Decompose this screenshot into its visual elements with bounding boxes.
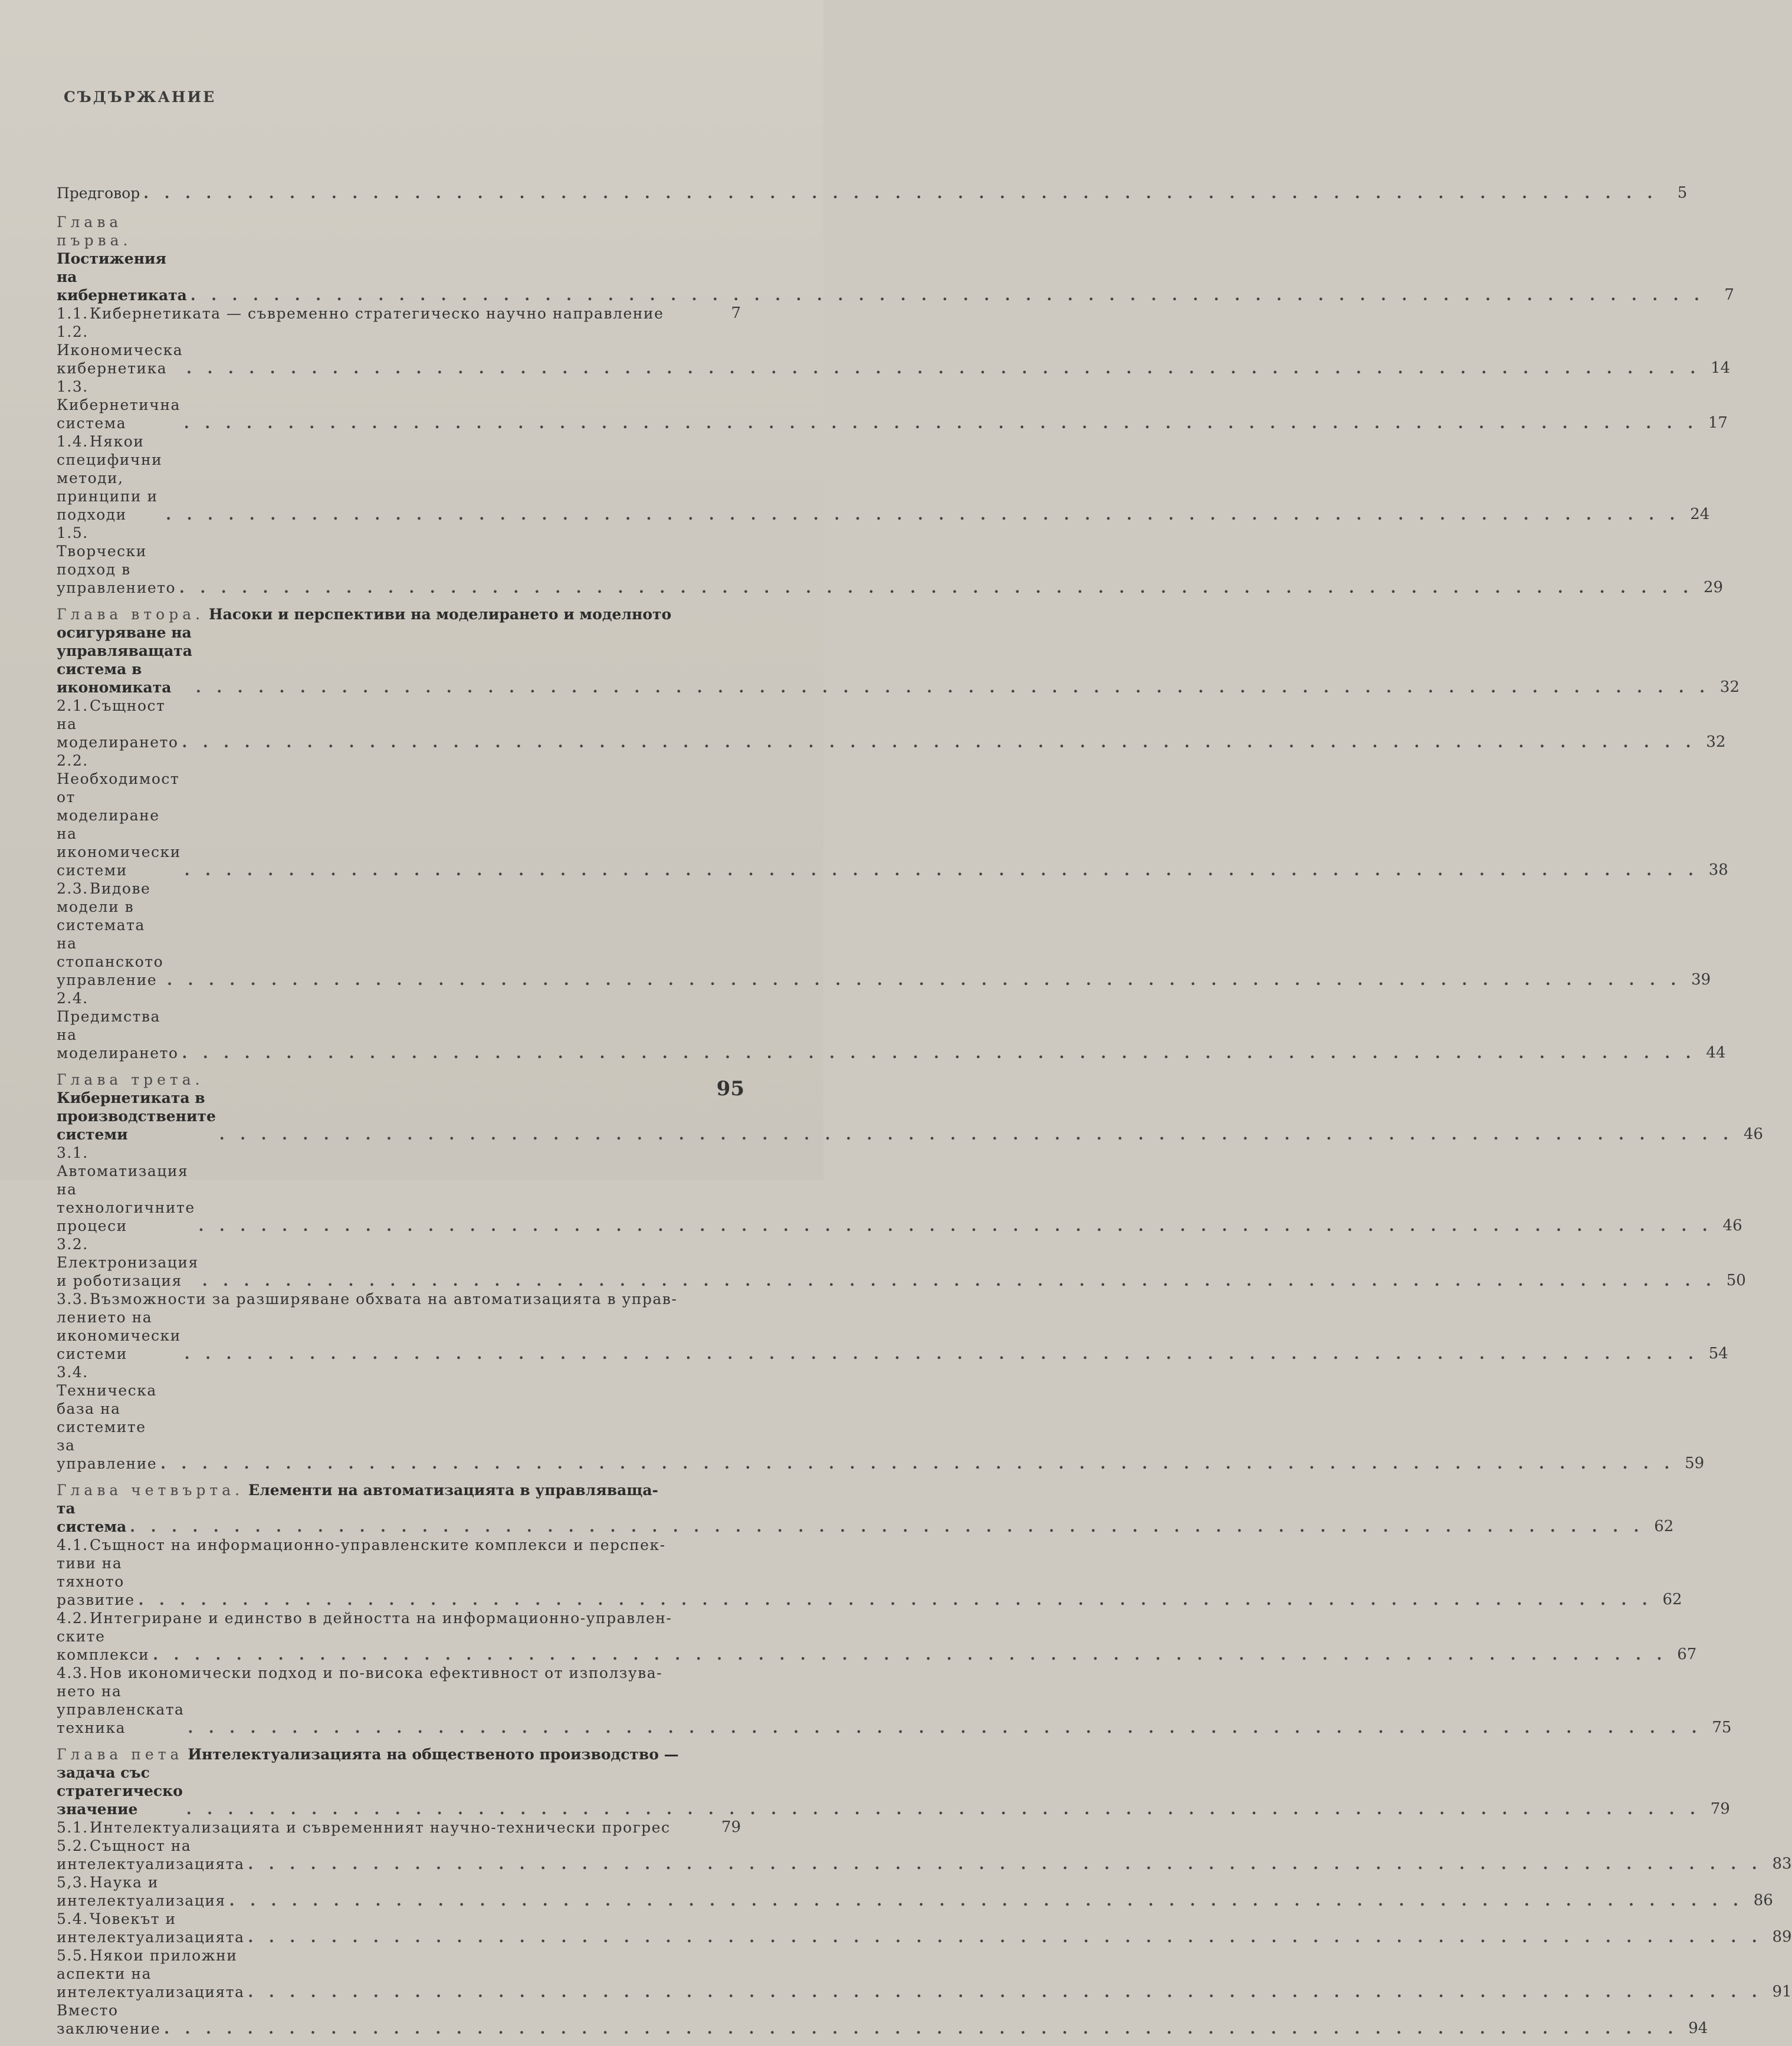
table-of-contents — [57, 184, 1792, 2046]
toc-entry — [57, 524, 1724, 597]
section-number: 1.2. — [57, 323, 88, 340]
dot-leader: . . . . . . . . . . . . . . . . . . . . . . . . . . . . . . . . . . . . . . . . . . . . . . . . . . . . . . . . . . . . . . . . . . . . . . . . . — [195, 679, 1710, 696]
section-number: 2.1. — [57, 697, 88, 714]
toc-entry — [57, 432, 1710, 524]
section-title: Интегриране и единство в дейността на информационно-управлен- — [90, 1610, 672, 1627]
section-title: Някои специфични методи, принципи и подходи — [57, 433, 163, 523]
chapter-heading-line-1 — [57, 1481, 741, 1499]
dot-leader: . . . . . . . . . . . . . . . . . . . . . . . . . . . . . . . . . . . . . . . . . . . . . . . . . . . . . . . . . . . . . . . . . . . . . . . . . — [130, 1518, 1645, 1535]
dot-leader: . . . . . . . . . . . . . . . . . . . . . . . . . . . . . . . . . . . . . . . . . . . . . . . . . . . . . . . . . . . . . . . . . . . . . . . . . — [186, 360, 1701, 377]
section-number: 5.2. — [57, 1837, 88, 1854]
dot-leader: . . . . . . . . . . . . . . . . . . . . . . . . . . . . . . . . . . . . . . . . . . . . . . . . . . . . . . . . . . . . . . . . . . . . . . . . . — [219, 1126, 1734, 1143]
entry-page-number: 38 — [1708, 861, 1728, 879]
section-title: Електронизация и роботизация — [57, 1254, 199, 1289]
toc-entry — [57, 1818, 741, 1837]
section-number: 3.2. — [57, 1236, 88, 1253]
dot-leader: . . . . . . . . . . . . . . . . . . . . . . . . . . . . . . . . . . . . . . . . . . . . . . . . . . . . . . . . . . . . . . . . . . . . . . . . . — [184, 1345, 1699, 1362]
chapter-label: Глава трета. — [57, 1071, 204, 1088]
chapter-heading-line-1 — [57, 605, 741, 623]
section-title: Интелектуализацията и съвременният научно-технически прогрес — [90, 1819, 671, 1836]
section-title: Видове модели в системата на стопанското управление — [57, 880, 164, 988]
chapter-label: Глава първа. — [57, 214, 132, 249]
chapter-title: Интелектуализацията на общественото производство — — [188, 1746, 679, 1763]
chapter-4 — [57, 1481, 1732, 1737]
toc-entry — [57, 1946, 1792, 2001]
section-number: 1.1. — [57, 305, 88, 322]
entry-page-number: 83 — [1772, 1855, 1792, 1873]
dot-leader: . . . . . . . . . . . . . . . . . . . . . . . . . . . . . . . . . . . . . . . . . . . . . . . . . . . . . . . . . . . . . . . . . . . . . . . . . — [188, 1719, 1702, 1736]
entry-page-number: 75 — [1712, 1719, 1732, 1736]
dot-leader: . . . . . . . . . . . . . . . . . . . . . . . . . . . . . . . . . . . . . . . . . . . . . . . . . . . . . . . . . . . . . . . . . . . . . . . . . — [190, 287, 1705, 304]
toc-entry — [57, 1363, 1705, 1473]
entry-page-number: 39 — [1691, 971, 1711, 988]
toc-entry — [57, 751, 1728, 879]
section-title: Необходимост от моделиране на икономически системи — [57, 770, 181, 879]
entry-page-number: 32 — [1706, 733, 1726, 751]
section-title-continued: лението на икономически системи — [57, 1309, 181, 1362]
section-title: Някои приложни аспекти на интелектуализацията — [57, 1947, 245, 2001]
chapter-title: Насоки и перспективи на моделирането и моделното — [209, 606, 672, 623]
section-title: Творчески подход в управлението — [57, 543, 176, 596]
section-number: 5.4. — [57, 1910, 88, 1927]
section-number: 4.1. — [57, 1536, 88, 1554]
dot-leader: . . . . . . . . . . . . . . . . . . . . . . . . . . . . . . . . . . . . . . . . . . . . . . . . . . . . . . . . . . . . . . . . . . . . . . . . . — [179, 579, 1694, 596]
section-number: 3.1. — [57, 1144, 88, 1161]
section-title: Наука и интелектуализация — [57, 1874, 226, 1909]
chapter-title-continued: задача със стратегическо значение — [57, 1764, 183, 1818]
toc-entry-line-2 — [57, 1627, 1697, 1664]
chapter-title: Постижения на кибернетиката — [57, 250, 187, 304]
entry-page-number: 89 — [1772, 1928, 1792, 1946]
toc-entry — [57, 323, 1731, 377]
entry-page-number: 24 — [1690, 505, 1710, 523]
toc-entry — [57, 989, 1726, 1062]
dot-leader: . . . . . . . . . . . . . . . . . . . . . . . . . . . . . . . . . . . . . . . . . . . . . . . . . . . . . . . . . . . . . . . . . . . . . . . . . — [202, 1272, 1716, 1289]
chapter-heading-line-2 — [57, 1763, 1730, 1818]
entry-page-number: 14 — [1711, 359, 1731, 377]
section-title: Кибернетиката — съвременно стратегическо научно направление — [90, 305, 664, 322]
chapter-heading — [57, 1070, 1763, 1144]
chapter-1 — [57, 213, 1734, 597]
chapter-title: Елементи на автоматизацията в управляваща- — [248, 1482, 658, 1499]
section-title: Същност на моделирането — [57, 697, 179, 751]
section-title: Същност на интелектуализацията — [57, 1837, 245, 1873]
entry-page-number: 50 — [1726, 1272, 1746, 1289]
toc-entry — [57, 1144, 1742, 1235]
chapter-3 — [57, 1070, 1763, 1473]
dot-leader: . . . . . . . . . . . . . . . . . . . . . . . . . . . . . . . . . . . . . . . . . . . . . . . . . . . . . . . . . . . . . . . . . . . . . . . . . — [248, 1929, 1763, 1946]
section-number: 1.4. — [57, 433, 88, 450]
entry-page-number: 59 — [1685, 1454, 1705, 1472]
chapter-title-continued: осигуряване на управляващата система в икономиката — [57, 624, 192, 696]
section-number: 5,3. — [57, 1874, 88, 1891]
toc-entry — [57, 1837, 1792, 1873]
dot-leader: . . . . . . . . . . . . . . . . . . . . . . . . . . . . . . . . . . . . . . . . . . . . . . . . . . . . . . . . . . . . . . . . . . . . . . . . . — [198, 1217, 1713, 1234]
entry-page-number: 94 — [1688, 2019, 1708, 2037]
toc-entry-preface — [57, 184, 1688, 202]
entry-page-number: 44 — [1706, 1044, 1726, 1062]
section-title: Автоматизация на технологичните процеси — [57, 1162, 195, 1234]
toc-entry — [57, 697, 1726, 751]
dot-leader: . . . . . . . . . . . . . . . . . . . . . . . . . . . . . . . . . . . . . . . . . . . . . . . . . . . . . . . . . . . . . . . . . . . . . . . . . — [248, 1855, 1763, 1873]
section-title: Предимства на моделирането — [57, 1008, 179, 1062]
section-number: 2.4. — [57, 990, 88, 1007]
toc-entry-line-1 — [57, 1664, 741, 1682]
section-title: Кибернетична система — [57, 396, 180, 432]
toc-title: СЪДЪРЖАНИЕ — [64, 88, 216, 106]
dot-leader: . . . . . . . . . . . . . . . . . . . . . . . . . . . . . . . . . . . . . . . . . . . . . . . . . . . . . . . . . . . . . . . . . . . . . . . . . — [164, 2020, 1679, 2037]
entry-page-number: 7 — [731, 304, 741, 322]
entry-page-number: 32 — [1719, 678, 1740, 696]
section-title-continued: ските комплекси — [57, 1628, 150, 1663]
toc-entry — [57, 304, 741, 323]
entry-page-number: 5 — [1677, 184, 1688, 202]
dot-leader: . . . . . . . . . . . . . . . . . . . . . . . . . . . . . . . . . . . . . . . . . . . . . . . . . . . . . . . . . . . . . . . . . . . . . . . . . — [153, 1646, 1668, 1663]
entry-page-number: 54 — [1708, 1345, 1728, 1362]
entry-page-number: 79 — [721, 1818, 741, 1836]
toc-entry — [57, 1873, 1773, 1910]
dot-leader: . . . . . . . . . . . . . . . . . . . . . . . . . . . . . . . . . . . . . . . . . . . . . . . . . . . . . . . . . . . . . . . . . . . . . . . . . — [167, 971, 1682, 988]
toc-entry-line-1 — [57, 1536, 741, 1554]
dot-leader: . . . . . . . . . . . . . . . . . . . . . . . . . . . . . . . . . . . . . . . . . . . . . . . . . . . . . . . . . . . . . . . . . . . . . . . . . — [248, 1983, 1763, 2001]
section-title: Вместо заключение — [57, 2002, 161, 2037]
section-number: 2.3. — [57, 880, 88, 897]
dot-leader: . . . . . . . . . . . . . . . . . . . . . . . . . . . . . . . . . . . . . . . . . . . . . . . . . . . . . . . . . . . . . . . . . . . . . . . . . — [186, 1801, 1701, 1818]
dot-leader: . . . . . . . . . . . . . . . . . . . . . . . . . . . . . . . . . . . . . . . . . . . . . . . . . . . . . . . . . . . . . . . . . . . . . . . . . — [160, 1455, 1675, 1472]
toc-entry — [57, 377, 1728, 432]
section-number: 4.2. — [57, 1610, 88, 1627]
entry-page-number: 62 — [1662, 1591, 1682, 1608]
entry-page-number: 46 — [1743, 1125, 1763, 1143]
toc-entry-line-2 — [57, 1308, 1728, 1363]
section-title: Техническа база на системите за управление — [57, 1382, 157, 1472]
section-title-continued: нето на управленската техника — [57, 1683, 185, 1736]
section-number: 5.5. — [57, 1947, 88, 1964]
entry-page-number: 29 — [1703, 579, 1724, 596]
toc-entry-line-2 — [57, 1682, 1732, 1737]
section-number: 5.1. — [57, 1819, 88, 1836]
dot-leader: . . . . . . . . . . . . . . . . . . . . . . . . . . . . . . . . . . . . . . . . . . . . . . . . . . . . . . . . . . . . . . . . . . . . . . . . . — [229, 1892, 1744, 1909]
section-title: Нов икономически подход и по-висока ефективност от използува- — [90, 1664, 663, 1682]
chapter-heading-line-2 — [57, 623, 1740, 697]
entry-page-number: 79 — [1710, 1800, 1730, 1818]
dot-leader: . . . . . . . . . . . . . . . . . . . . . . . . . . . . . . . . . . . . . . . . . . . . . . . . . . . . . . . . . . . . . . . . . . . . . . . . . — [182, 734, 1696, 751]
chapter-5 — [57, 1745, 1792, 2038]
section-number: 2.2. — [57, 752, 88, 769]
chapter-label: Глава пета — [57, 1746, 183, 1763]
toc-entry-conclusion — [57, 2001, 1708, 2038]
entry-page-number: 46 — [1722, 1217, 1742, 1234]
section-number: 1.5. — [57, 524, 88, 541]
entry-page-number: 67 — [1677, 1646, 1697, 1663]
chapter-label: Глава четвърта. — [57, 1482, 244, 1499]
toc-entry-line-1 — [57, 1609, 741, 1627]
dot-leader: . . . . . . . . . . . . . . . . . . . . . . . . . . . . . . . . . . . . . . . . . . . . . . . . . . . . . . . . . . . . . . . . . . . . . . . . . — [182, 1045, 1696, 1062]
page-number: 95 — [716, 1077, 744, 1101]
section-title-continued: тиви на тяхното развитие — [57, 1555, 135, 1608]
chapter-heading — [57, 213, 1734, 304]
toc-entry — [57, 1910, 1792, 1946]
section-title: Възможности за разширяване обхвата на автоматизацията в управ- — [90, 1290, 678, 1308]
entry-page-number: 17 — [1708, 414, 1728, 432]
dot-leader: . . . . . . . . . . . . . . . . . . . . . . . . . . . . . . . . . . . . . . . . . . . . . . . . . . . . . . . . . . . . . . . . . . . . . . . . . — [166, 506, 1681, 523]
toc-entry — [57, 879, 1711, 989]
chapter-2 — [57, 605, 1740, 1062]
dot-leader: . . . . . . . . . . . . . . . . . . . . . . . . . . . . . . . . . . . . . . . . . . . . . . . . . . . . . . . . . . . . . . . . . . . . . . . . . — [183, 415, 1698, 432]
section-title: Икономическа кибернетика — [57, 341, 183, 377]
section-title: Човекът и интелектуализацията — [57, 1910, 245, 1946]
entry-page-number: 86 — [1753, 1891, 1773, 1909]
toc-entry-line-2 — [57, 1554, 1682, 1609]
entry-page-number: 62 — [1654, 1518, 1674, 1535]
section-number: 1.3. — [57, 378, 88, 395]
chapter-title-continued: та система — [57, 1500, 127, 1535]
chapter-heading-line-2 — [57, 1499, 1674, 1536]
section-number: 4.3. — [57, 1664, 88, 1682]
chapter-label: Глава втора. — [57, 606, 205, 623]
chapter-heading-line-1 — [57, 1745, 741, 1763]
toc-entry-line-1 — [57, 1290, 741, 1308]
section-number: 3.4. — [57, 1364, 88, 1381]
section-title: Същност на информационно-управленските комплекси и перспек- — [90, 1536, 666, 1554]
dot-leader: . . . . . . . . . . . . . . . . . . . . . . . . . . . . . . . . . . . . . . . . . . . . . . . . . . . . . . . . . . . . . . . . . . . . . . . . . — [184, 862, 1699, 879]
entry-text: Предговор — [57, 185, 140, 202]
dot-leader: . . . . . . . . . . . . . . . . . . . . . . . . . . . . . . . . . . . . . . . . . . . . . . . . . . . . . . . . . . . . . . . . . . . . . . . . . — [138, 1591, 1653, 1608]
chapter-title: Кибернетиката в производствените системи — [57, 1089, 216, 1143]
entry-page-number: 7 — [1724, 286, 1734, 304]
section-number: 3.3. — [57, 1290, 88, 1308]
toc-entry — [57, 1235, 1746, 1290]
dot-leader: . . . . . . . . . . . . . . . . . . . . . . . . . . . . . . . . . . . . . . . . . . . . . . . . . . . . . . . . . . . . . . . . . . . . . . . . . — [143, 185, 1658, 202]
entry-page-number: 91 — [1772, 1983, 1792, 2001]
